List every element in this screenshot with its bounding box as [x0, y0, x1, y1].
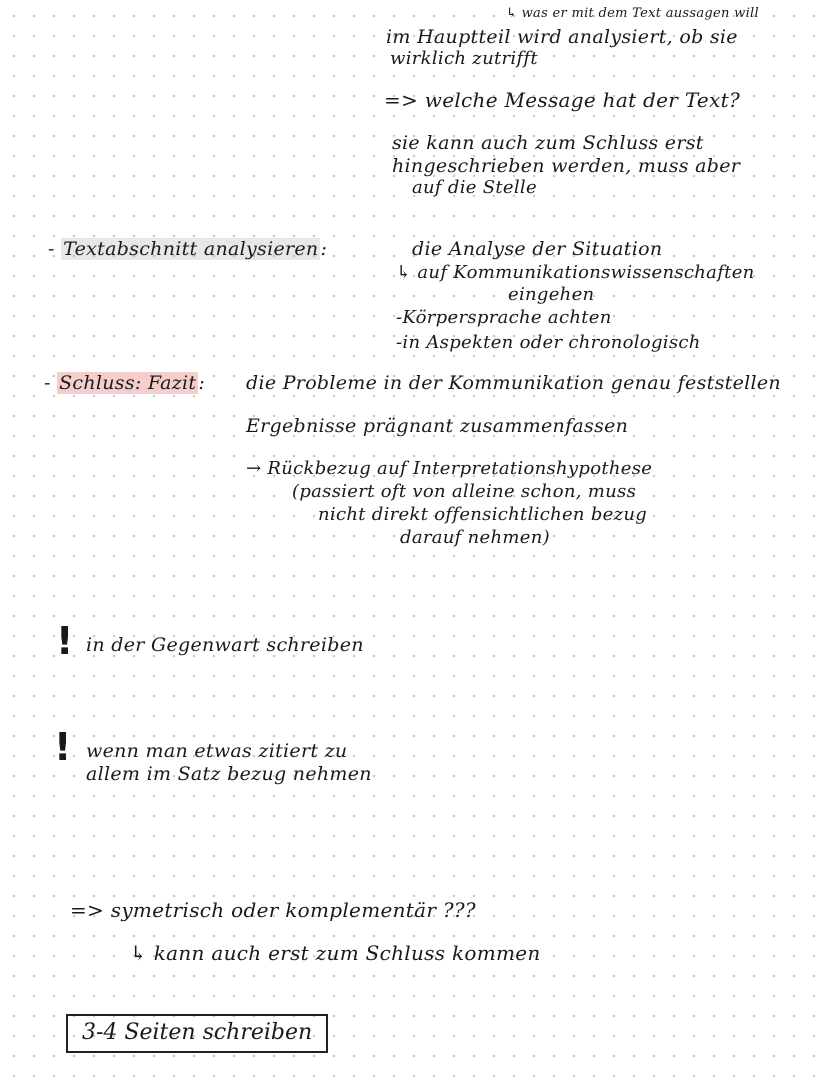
- textabschnitt-line: ↳ auf Kommunikationswissenschaften: [396, 262, 755, 283]
- textabschnitt-label: Textabschnitt analysieren: [63, 238, 319, 260]
- intro-line: sie kann auch zum Schluss erst: [392, 132, 704, 154]
- schluss-line: darauf nehmen): [400, 527, 550, 548]
- schluss-line: Ergebnisse prägnant zusammenfassen: [246, 415, 629, 437]
- schluss-line: die Probleme in der Kommunikation genau feststellen: [246, 372, 781, 394]
- colon: :: [320, 238, 328, 260]
- note-quote-line: allem im Satz bezug nehmen: [86, 763, 372, 785]
- colon: :: [198, 372, 206, 394]
- question-line: ↳ kann auch erst zum Schluss kommen: [130, 941, 541, 965]
- schluss-line: nicht direkt offensichtlichen bezug: [318, 504, 648, 525]
- textabschnitt-heading: [48, 238, 327, 260]
- schluss-label: Schluss: Fazit: [59, 372, 197, 394]
- note-quote-line: wenn man etwas zitiert zu: [86, 740, 348, 762]
- intro-line: hingeschrieben werden, muss aber: [392, 155, 741, 177]
- bullet-dash: -: [44, 372, 51, 394]
- intro-line: wirklich zutrifft: [390, 48, 538, 69]
- intro-line: im Hauptteil wird analysiert, ob sie: [386, 26, 738, 48]
- schluss-line: → Rückbezug auf Interpretationshypothese: [246, 458, 653, 479]
- textabschnitt-line: eingehen: [508, 284, 595, 305]
- schluss-line: (passiert oft von alleine schon, muss: [292, 481, 637, 502]
- textabschnitt-line: die Analyse der Situation: [412, 238, 663, 260]
- exclamation-icon: !: [56, 619, 74, 663]
- intro-message-question: => welche Message hat der Text?: [384, 88, 740, 112]
- question-line: => symetrisch oder komplementär ???: [70, 898, 476, 922]
- textabschnitt-line: -in Aspekten oder chronologisch: [396, 332, 701, 353]
- bullet-dash: -: [48, 238, 55, 260]
- exclamation-icon: !: [54, 725, 72, 769]
- schluss-heading: [44, 372, 205, 394]
- intro-line: auf die Stelle: [412, 177, 537, 198]
- page-count-box: 3-4 Seiten schreiben: [66, 1014, 328, 1053]
- textabschnitt-line: -Körpersprache achten: [396, 307, 612, 328]
- note-present-tense: in der Gegenwart schreiben: [86, 634, 364, 656]
- intro-note-line: ↳ was er mit dem Text aussagen will: [506, 6, 759, 21]
